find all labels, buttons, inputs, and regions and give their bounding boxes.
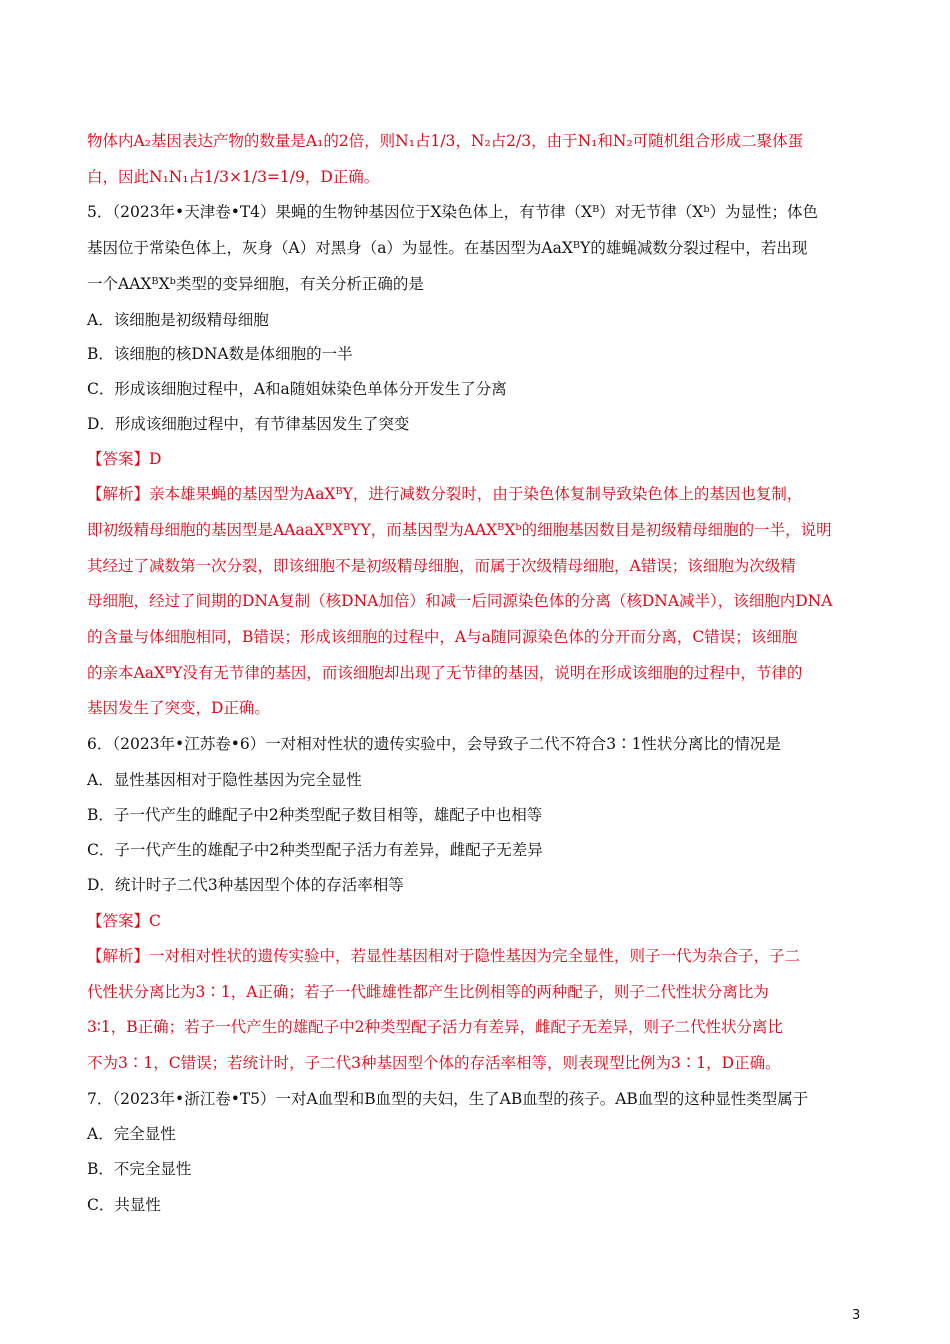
- question-text-line: C．子一代产生的雄配子中2种类型配子活力有差异，雌配子无差异: [87, 841, 543, 859]
- question-text-line: 一个AAXᴮXᵇ类型的变异细胞，有关分析正确的是: [87, 275, 424, 293]
- answer-text-line: 【答案】C: [87, 912, 161, 930]
- question-text-line: A．完全显性: [87, 1125, 176, 1143]
- question-text-line: D．统计时子二代3种基因型个体的存活率相等: [87, 876, 404, 894]
- answer-text-line: 物体内A₂基因表达产物的数量是A₁的2倍，则N₁占1/3，N₂占2/3，由于N₁和N₂可随机组合形成二聚体蛋: [87, 132, 804, 150]
- answer-text-line: 【解析】一对相对性状的遗传实验中，若显性基因相对于隐性基因为完全显性，则子一代为杂合子，子二: [87, 947, 801, 965]
- question-text-line: A．显性基因相对于隐性基因为完全显性: [87, 771, 362, 789]
- answer-text-line: 母细胞，经过了间期的DNA复制（核DNA加倍）和减一后同源染色体的分离（核DNA减半），该细胞内DNA: [87, 592, 833, 610]
- question-text-line: B．不完全显性: [87, 1160, 192, 1178]
- question-text-line: 7．（2023年•浙江卷•T5）一对A血型和B血型的夫妇，生了AB血型的孩子。AB血型的这种显性类型属于: [87, 1090, 809, 1108]
- answer-text-line: 3∶1，B正确；若子一代产生的雄配子中2种类型配子活力有差异，雌配子无差异，则子二代性状分离比: [87, 1018, 784, 1036]
- question-text-line: D．形成该细胞过程中，有节律基因发生了突变: [87, 415, 410, 433]
- answer-text-line: 【答案】D: [87, 450, 162, 468]
- answer-text-line: 【解析】亲本雄果蝇的基因型为AaXᴮY，进行减数分裂时，由于染色体复制导致染色体上的基因也复制，: [87, 485, 803, 503]
- question-text-line: 5．（2023年•天津卷•T4）果蝇的生物钟基因位于X染色体上，有节律（Xᴮ）对无节律（Xᵇ）为显性；体色: [87, 203, 819, 221]
- answer-text-line: 白，因此N₁N₁占1/3×1/3=1/9，D正确。: [87, 168, 380, 186]
- answer-text-line: 的含量与体细胞相同，B错误；形成该细胞的过程中，A与a随同源染色体的分开而分离，C错误；该细胞: [87, 628, 798, 646]
- answer-text-line: 基因发生了突变，D正确。: [87, 699, 270, 717]
- question-text-line: A．该细胞是初级精母细胞: [87, 311, 269, 329]
- question-text-line: C．形成该细胞过程中，A和a随姐妹染色单体分开发生了分离: [87, 380, 507, 398]
- answer-text-line: 即初级精母细胞的基因型是AAaaXᴮXᴮYY，而基因型为AAXᴮXᵇ的细胞基因数目是初级精母细胞的一半，说明: [87, 521, 832, 539]
- question-text-line: B．子一代产生的雌配子中2种类型配子数目相等，雄配子中也相等: [87, 806, 543, 824]
- question-text-line: B．该细胞的核DNA数是体细胞的一半: [87, 345, 353, 363]
- question-text-line: 基因位于常染色体上，灰身（A）对黑身（a）为显性。在基因型为AaXᴮY的雄蝇减数分裂过程中，若出现: [87, 239, 808, 257]
- answer-text-line: 代性状分离比为3∶1，A正确；若子一代雌雄性都产生比例相等的两种配子，则子二代性状分离比为: [87, 983, 769, 1001]
- question-text-line: C．共显性: [87, 1196, 161, 1214]
- answer-text-line: 其经过了减数第一次分裂，即该细胞不是初级精母细胞，而属于次级精母细胞，A错误；该细胞为次级精: [87, 557, 796, 575]
- answer-text-line: 的亲本AaXᴮY没有无节律的基因，而该细胞却出现了无节律的基因，说明在形成该细胞的过程中，节律的: [87, 664, 803, 682]
- question-text-line: 6．（2023年•江苏卷•6）一对相对性状的遗传实验中，会导致子二代不符合3∶1性状分离比的情况是: [87, 735, 781, 753]
- answer-text-line: 不为3∶1，C错误；若统计时，子二代3种基因型个体的存活率相等，则表现型比例为3∶1，D正确。: [87, 1054, 781, 1072]
- page-number: 3: [852, 1308, 861, 1323]
